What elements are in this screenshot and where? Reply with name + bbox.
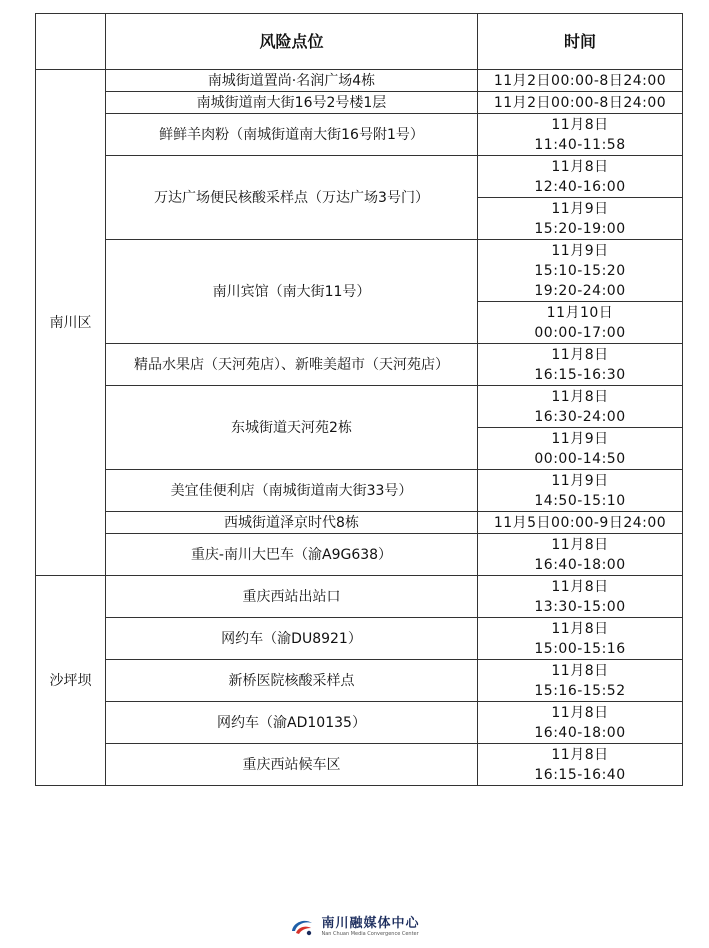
time-line: 16:40-18:00 (534, 556, 626, 573)
table-row (36, 744, 683, 786)
time-cell (478, 618, 683, 660)
time-cell (478, 386, 683, 428)
brand-english-name: Nan Chuan Media Convergence Center (321, 931, 419, 937)
time-line: 11月8日 (551, 388, 609, 405)
table-row (36, 576, 683, 618)
table-row (36, 386, 683, 428)
location-cell: 重庆-南川大巴车（渝A9G638） (106, 534, 478, 576)
time-line: 15:20-19:00 (534, 220, 626, 237)
location-cell: 网约车（渝AD10135） (106, 702, 478, 744)
time-line: 16:15-16:30 (534, 366, 626, 383)
brand (321, 917, 419, 937)
time-line: 11月9日 (551, 200, 609, 217)
time-cell (478, 198, 683, 240)
time-line: 11月9日 (551, 472, 609, 489)
time-line: 15:10-15:20 (534, 262, 626, 279)
time-line: 16:30-24:00 (534, 408, 626, 425)
time-line: 11月8日 (551, 116, 609, 133)
time-line: 11月9日 (551, 430, 609, 447)
time-line: 12:40-16:00 (534, 178, 626, 195)
location-cell: 鲜鲜羊肉粉（南城街道南大街16号附1号） (106, 114, 478, 156)
table-row (36, 114, 683, 156)
time-cell (478, 470, 683, 512)
risk-locations-table (35, 13, 683, 786)
time-line: 11月2日00:00-8日24:00 (493, 94, 667, 111)
table-row (36, 240, 683, 302)
time-line: 15:00-15:16 (534, 640, 626, 657)
brand-name: 南川融媒体中心 (321, 916, 420, 931)
time-cell (478, 92, 683, 114)
time-line: 11月8日 (551, 704, 609, 721)
time-cell (478, 70, 683, 92)
table-row (36, 702, 683, 744)
time-line: 11月8日 (551, 346, 609, 363)
location-cell: 南川宾馆（南大街11号） (106, 240, 478, 344)
time-line: 11月8日 (551, 620, 609, 637)
time-cell (478, 344, 683, 386)
table-body (36, 70, 683, 786)
time-line: 11月9日 (551, 242, 609, 259)
location-cell: 南城街道南大街16号2号楼1层 (106, 92, 478, 114)
header-spacer (36, 14, 106, 70)
location-cell: 精品水果店（天河苑店）、新唯美超市（天河苑店） (106, 344, 478, 386)
table-row (36, 534, 683, 576)
time-line: 16:40-18:00 (534, 724, 626, 741)
time-cell (478, 744, 683, 786)
time-line: 11月8日 (551, 536, 609, 553)
time-cell (478, 428, 683, 470)
time-line: 11月8日 (551, 578, 609, 595)
time-cell (478, 702, 683, 744)
time-cell (478, 660, 683, 702)
location-cell: 万达广场便民核酸采样点（万达广场3号门） (106, 156, 478, 240)
district-cell: 沙坪坝 (36, 576, 106, 786)
header-time: 时间 (478, 14, 683, 70)
time-cell (478, 512, 683, 534)
time-cell (478, 302, 683, 344)
location-cell: 网约车（渝DU8921） (106, 618, 478, 660)
time-line: 14:50-15:10 (534, 492, 626, 509)
time-line: 11月8日 (551, 662, 609, 679)
time-line: 13:30-15:00 (534, 598, 626, 615)
table-row (36, 156, 683, 198)
table-row (36, 70, 683, 92)
time-cell (478, 240, 683, 302)
time-line: 11月10日 (546, 304, 614, 321)
table-row (36, 344, 683, 386)
table-row (36, 660, 683, 702)
table-row (36, 618, 683, 660)
location-cell: 重庆西站候车区 (106, 744, 478, 786)
time-line: 00:00-14:50 (534, 450, 626, 467)
table-row (36, 512, 683, 534)
location-cell: 南城街道置尚·名润广场4栋 (106, 70, 478, 92)
location-cell: 新桥医院核酸采样点 (106, 660, 478, 702)
table-header-row (36, 14, 683, 70)
time-line: 16:15-16:40 (534, 766, 626, 783)
time-cell (478, 156, 683, 198)
location-cell: 美宜佳便利店（南城街道南大街33号） (106, 470, 478, 512)
time-cell (478, 534, 683, 576)
time-line: 15:16-15:52 (534, 682, 626, 699)
location-cell: 西城街道泽京时代8栋 (106, 512, 478, 534)
location-cell: 重庆西站出站口 (106, 576, 478, 618)
time-line: 11:40-11:58 (534, 136, 626, 153)
table-row (36, 92, 683, 114)
time-line: 11月8日 (551, 158, 609, 175)
nanchuan-media-logo-icon (289, 916, 315, 938)
table-row (36, 470, 683, 512)
header-location: 风险点位 (106, 14, 478, 70)
time-cell (478, 576, 683, 618)
time-line: 11月8日 (551, 746, 609, 763)
time-line: 11月2日00:00-8日24:00 (493, 72, 667, 89)
time-line: 11月5日00:00-9日24:00 (493, 514, 667, 531)
footer (0, 914, 709, 940)
district-cell: 南川区 (36, 70, 106, 576)
location-cell: 东城街道天河苑2栋 (106, 386, 478, 470)
time-line: 00:00-17:00 (534, 324, 626, 341)
time-cell (478, 114, 683, 156)
time-line: 19:20-24:00 (534, 282, 626, 299)
